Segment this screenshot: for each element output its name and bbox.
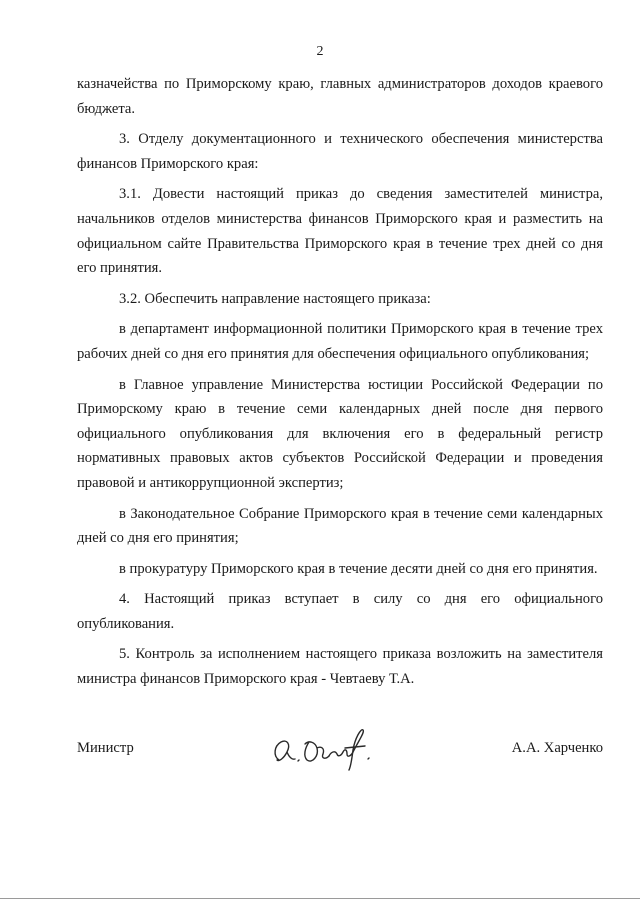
page-edge-line [0,898,640,899]
handwritten-signature-icon [265,726,375,772]
paragraph: в прокуратуру Приморского края в течение десяти дней со дня его принятия. [119,560,598,577]
document-body [77,72,603,698]
page-number: 2 [316,44,324,59]
paragraph: в департамент информационной политики Приморского края в течение трех рабочих дней со дня его принятия для обеспечения официального опубликования; [77,321,603,362]
paragraph: 3.2. Обеспечить направление настоящего приказа: [119,290,431,307]
paragraph: казначейства по Приморскому краю, главных администраторов доходов краевого бюджета. [77,76,603,117]
paragraph: 3.1. Довести настоящий приказ до сведения заместителей министра, начальников отделов министерства финансов Приморского края и разместить на официальном сайте Правительства Приморского края в течение трех дней со дня его принятия. [77,186,603,277]
paragraph: 5. Контроль за исполнением настоящего приказа возложить на заместителя министра финансов Приморского края - Чевтаеву Т.А. [77,646,603,688]
signatory-title: Министр [77,740,134,756]
paragraph: в Главное управление Министерства юстиции Российской Федерации по Приморскому краю в течение семи календарных дней после дня первого официального опубликования для включения его в федеральный регистр нормативных правовых актов субъектов Российской Федерации и проведения правовой и антикоррупционной экспертиз; [77,376,603,491]
signature-block [77,726,603,776]
paragraph: в Законодательное Собрание Приморского края в течение семи календарных дней со дня его принятия; [77,505,603,547]
signatory-name: А.А. Харченко [511,740,603,756]
paragraph: 3. Отделу документационного и технического обеспечения министерства финансов Приморского края: [77,131,603,172]
paragraph: 4. Настоящий приказ вступает в силу со дня его официального опубликования. [77,591,603,632]
